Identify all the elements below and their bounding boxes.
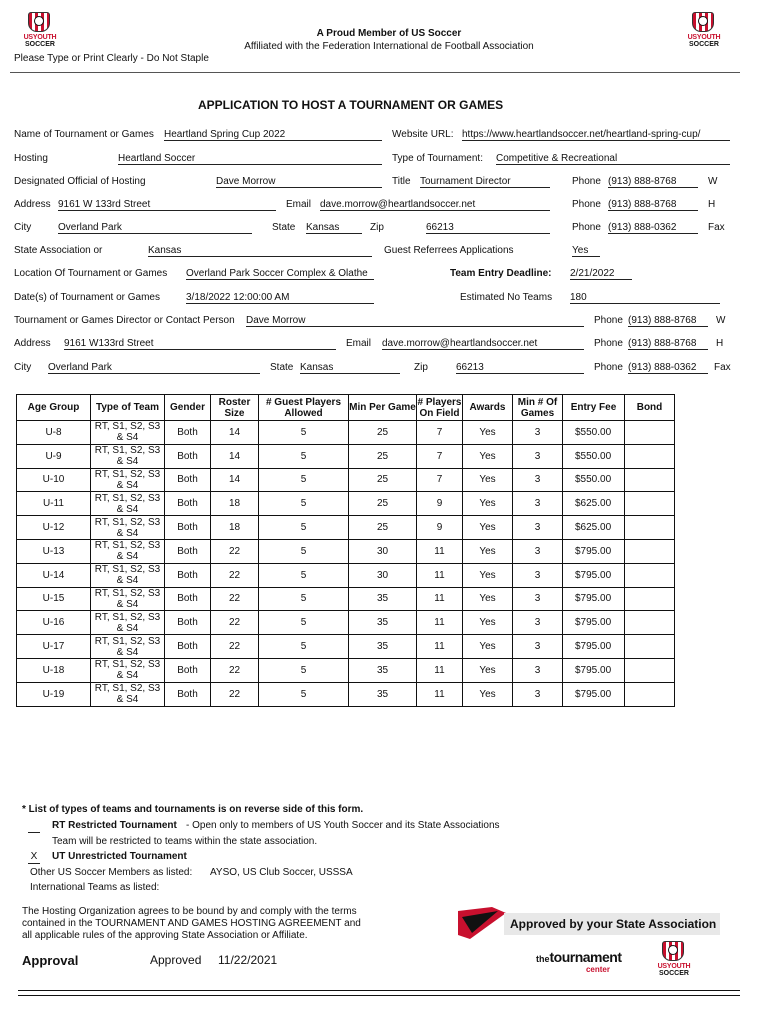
table-cell[interactable]: 3 <box>513 539 563 563</box>
estimated-teams-label: Estimated No Teams <box>460 292 553 303</box>
table-cell[interactable]: Both <box>165 611 211 635</box>
table-cell[interactable]: 25 <box>349 516 417 540</box>
approval-label: Approval <box>22 953 79 968</box>
location-label: Location Of Tournament or Games <box>14 268 168 279</box>
guest-referees-label: Guest Referrees Applications <box>384 245 514 256</box>
table-cell[interactable]: RT, S1, S2, S3 & S4 <box>91 492 165 516</box>
table-header-cell: Awards <box>463 395 513 421</box>
tournament-type-field[interactable]: Competitive & Recreational <box>496 153 730 165</box>
tc-word-the: the <box>536 954 550 964</box>
d-phone-w-field[interactable]: (913) 888-8768 <box>628 315 708 327</box>
d-phone-label-w: Phone <box>594 315 623 326</box>
dates-label: Date(s) of Tournament or Games <box>14 292 160 303</box>
table-cell[interactable]: Yes <box>463 658 513 682</box>
director-label: Tournament or Games Director or Contact Person <box>14 315 235 326</box>
list-note: * List of types of teams and tournaments is on reverse side of this form. <box>22 804 364 815</box>
state-association-field[interactable]: Kansas <box>148 245 372 257</box>
table-cell[interactable]: RT, S1, S2, S3 & S4 <box>91 539 165 563</box>
phone-h-type: H <box>708 199 716 210</box>
table-cell[interactable] <box>625 682 675 706</box>
tournament-name-label: Name of Tournament or Games <box>14 129 154 140</box>
d-state-label: State <box>270 362 294 373</box>
table-cell[interactable]: U-8 <box>17 421 91 445</box>
approval-status: Approved <box>150 953 202 967</box>
table-cell[interactable]: $795.00 <box>563 611 625 635</box>
table-cell[interactable]: 11 <box>417 539 463 563</box>
d-phone-fax-field[interactable]: (913) 888-0362 <box>628 362 708 374</box>
table-cell[interactable]: RT, S1, S2, S3 & S4 <box>91 682 165 706</box>
table-cell[interactable]: Both <box>165 563 211 587</box>
table-cell[interactable]: U-12 <box>17 516 91 540</box>
d-zip-field[interactable]: 66213 <box>456 362 584 374</box>
state-association-badge <box>458 905 720 985</box>
phone-label-h: Phone <box>572 199 601 210</box>
table-cell[interactable]: 3 <box>513 563 563 587</box>
table-cell[interactable]: 7 <box>417 468 463 492</box>
table-cell[interactable]: 11 <box>417 682 463 706</box>
table-cell[interactable]: RT, S1, S2, S3 & S4 <box>91 563 165 587</box>
table-cell[interactable]: 11 <box>417 563 463 587</box>
table-cell[interactable]: 3 <box>513 444 563 468</box>
table-row <box>17 421 675 445</box>
phone-h-field[interactable]: (913) 888-8768 <box>608 199 698 211</box>
email-field[interactable]: dave.morrow@heartlandsoccer.net <box>320 199 550 211</box>
table-cell[interactable]: 5 <box>259 516 349 540</box>
table-cell[interactable] <box>625 492 675 516</box>
title-field[interactable]: Tournament Director <box>420 176 550 188</box>
zip-field[interactable]: 66213 <box>426 222 550 234</box>
tournament-center-logo <box>536 949 626 979</box>
table-header-cell: Roster Size <box>211 395 259 421</box>
table-cell[interactable]: 7 <box>417 444 463 468</box>
table-cell[interactable]: RT, S1, S2, S3 & S4 <box>91 635 165 659</box>
table-cell[interactable]: Yes <box>463 468 513 492</box>
table-cell[interactable] <box>625 563 675 587</box>
table-cell[interactable]: RT, S1, S2, S3 & S4 <box>91 421 165 445</box>
table-cell[interactable]: 7 <box>417 421 463 445</box>
table-header-cell: Age Group <box>17 395 91 421</box>
table-header-cell: # Players On Field <box>417 396 462 419</box>
table-row <box>17 516 675 540</box>
table-cell[interactable] <box>625 468 675 492</box>
address-label: Address <box>14 199 51 210</box>
approval-date: 11/22/2021 <box>218 953 278 967</box>
d-phone-w-type: W <box>716 315 726 326</box>
email-label: Email <box>286 199 312 210</box>
table-cell[interactable]: 11 <box>417 635 463 659</box>
table-cell[interactable]: 5 <box>259 635 349 659</box>
table-cell[interactable]: 35 <box>349 611 417 635</box>
rt-checkbox[interactable] <box>28 820 40 833</box>
official-field[interactable]: Dave Morrow <box>216 176 382 188</box>
table-cell[interactable]: 3 <box>513 658 563 682</box>
table-cell[interactable]: 25 <box>349 468 417 492</box>
table-cell[interactable]: 3 <box>513 516 563 540</box>
table-cell[interactable]: $795.00 <box>563 635 625 659</box>
table-header-cell: Min # Of Games <box>513 395 563 421</box>
table-row <box>17 682 675 706</box>
table-cell[interactable]: 5 <box>259 611 349 635</box>
table-cell[interactable]: Both <box>165 444 211 468</box>
table-cell[interactable]: 11 <box>417 611 463 635</box>
table-cell[interactable]: Both <box>165 421 211 445</box>
table-row <box>17 587 675 611</box>
us-youth-soccer-logo-left: USYOUTH SOCCER <box>18 12 62 52</box>
table-cell[interactable]: U-10 <box>17 468 91 492</box>
entry-deadline-field[interactable]: 2/21/2022 <box>570 268 632 280</box>
d-phone-h-field[interactable]: (913) 888-8768 <box>628 338 708 350</box>
table-cell[interactable]: 22 <box>211 563 259 587</box>
ut-label: UT Unrestricted Tournament <box>52 851 187 862</box>
table-cell[interactable]: U-14 <box>17 563 91 587</box>
table-cell[interactable]: 18 <box>211 492 259 516</box>
header-member-line: A Proud Member of US Soccer <box>316 28 462 39</box>
table-cell[interactable]: RT, S1, S2, S3 & S4 <box>91 611 165 635</box>
badge-text: Approved by your State Association <box>510 917 717 931</box>
d-city-label: City <box>14 362 32 373</box>
table-cell[interactable]: 3 <box>513 421 563 445</box>
phone-label-fax: Phone <box>572 222 601 233</box>
table-cell[interactable] <box>625 658 675 682</box>
table-cell[interactable]: U-13 <box>17 539 91 563</box>
d-email-label: Email <box>346 338 372 349</box>
table-cell[interactable]: $795.00 <box>563 682 625 706</box>
table-header-cell: Type of Team <box>91 395 165 421</box>
director-field[interactable]: Dave Morrow <box>246 315 584 327</box>
table-cell[interactable]: Both <box>165 516 211 540</box>
table-header-row <box>17 395 675 421</box>
rt-description-2: Team will be restricted to teams within the state association. <box>52 836 318 847</box>
table-cell[interactable]: Yes <box>463 587 513 611</box>
table-cell[interactable]: U-9 <box>17 444 91 468</box>
table-header-cell: Min Per Game <box>349 395 417 421</box>
table-cell[interactable]: Yes <box>463 516 513 540</box>
table-row <box>17 563 675 587</box>
table-cell[interactable] <box>625 635 675 659</box>
table-cell[interactable]: 5 <box>259 492 349 516</box>
city-field[interactable]: Overland Park <box>58 222 252 234</box>
footer-divider-2 <box>18 995 740 996</box>
d-phone-label-h: Phone <box>594 338 623 349</box>
hosting-field[interactable]: Heartland Soccer <box>118 153 382 165</box>
us-youth-soccer-logo-right: USYOUTH SOCCER <box>682 12 726 52</box>
phone-label-w: Phone <box>572 176 601 187</box>
table-cell[interactable]: $625.00 <box>563 516 625 540</box>
table-cell[interactable]: $795.00 <box>563 539 625 563</box>
table-cell[interactable]: 30 <box>349 563 417 587</box>
table-cell[interactable]: 14 <box>211 468 259 492</box>
table-cell[interactable]: 5 <box>259 682 349 706</box>
table-cell[interactable] <box>625 587 675 611</box>
table-cell[interactable]: Yes <box>463 492 513 516</box>
phone-w-type: W <box>708 176 718 187</box>
table-cell[interactable]: Yes <box>463 635 513 659</box>
table-cell[interactable]: Both <box>165 658 211 682</box>
table-row <box>17 492 675 516</box>
ut-checkbox[interactable]: X <box>28 851 40 864</box>
table-cell[interactable]: Yes <box>463 611 513 635</box>
table-cell[interactable]: $795.00 <box>563 658 625 682</box>
table-cell[interactable]: 5 <box>259 421 349 445</box>
table-row <box>17 539 675 563</box>
table-cell[interactable] <box>625 516 675 540</box>
state-association-label: State Association or <box>14 245 103 256</box>
agreement-line-3: all applicable rules of the approving State Association or Affiliate. <box>22 930 308 941</box>
table-cell[interactable]: 9 <box>417 516 463 540</box>
table-cell[interactable]: Both <box>165 468 211 492</box>
header-affiliation-line: Affiliated with the Federation International de Football Association <box>244 41 534 52</box>
website-url-field[interactable]: https://www.heartlandsoccer.net/heartland-spring-cup/ <box>462 129 730 141</box>
table-cell[interactable]: $550.00 <box>563 421 625 445</box>
zip-label: Zip <box>370 222 384 233</box>
d-address-field[interactable]: 9161 W133rd Street <box>64 338 336 350</box>
table-cell[interactable]: 22 <box>211 539 259 563</box>
d-city-field[interactable]: Overland Park <box>48 362 260 374</box>
location-field[interactable]: Overland Park Soccer Complex & Olathe <box>186 268 374 280</box>
us-youth-soccer-badge-logo: USYOUTH SOCCER <box>652 941 696 981</box>
table-cell[interactable] <box>625 421 675 445</box>
table-cell[interactable]: 35 <box>349 682 417 706</box>
rt-label: RT Restricted Tournament <box>52 820 177 831</box>
hosting-label: Hosting <box>14 153 48 164</box>
table-cell[interactable]: Both <box>165 682 211 706</box>
table-cell[interactable]: $795.00 <box>563 587 625 611</box>
table-cell[interactable]: Both <box>165 492 211 516</box>
state-field[interactable]: Kansas <box>306 222 362 234</box>
table-header-cell: Gender <box>165 395 211 421</box>
state-label: State <box>272 222 296 233</box>
city-label: City <box>14 222 32 233</box>
table-cell[interactable]: RT, S1, S2, S3 & S4 <box>91 468 165 492</box>
tournament-type-label: Type of Tournament: <box>392 153 483 164</box>
table-row <box>17 635 675 659</box>
table-row <box>17 611 675 635</box>
table-row <box>17 468 675 492</box>
table-cell[interactable]: 3 <box>513 611 563 635</box>
table-cell[interactable]: RT, S1, S2, S3 & S4 <box>91 587 165 611</box>
table-cell[interactable]: U-17 <box>17 635 91 659</box>
tournament-name-field[interactable]: Heartland Spring Cup 2022 <box>164 129 382 141</box>
table-cell[interactable]: 5 <box>259 444 349 468</box>
table-cell[interactable]: 22 <box>211 587 259 611</box>
form-title: APPLICATION TO HOST A TOURNAMENT OR GAMES <box>198 98 504 112</box>
international-label: International Teams as listed: <box>30 882 160 893</box>
phone-fax-field[interactable]: (913) 888-0362 <box>608 222 698 234</box>
table-cell[interactable]: 5 <box>259 658 349 682</box>
table-cell[interactable]: $625.00 <box>563 492 625 516</box>
table-cell[interactable]: U-18 <box>17 658 91 682</box>
table-cell[interactable]: 22 <box>211 682 259 706</box>
table-cell[interactable]: 11 <box>417 658 463 682</box>
d-state-field[interactable]: Kansas <box>300 362 400 374</box>
age-group-table <box>16 394 675 707</box>
table-cell[interactable]: Both <box>165 587 211 611</box>
table-header-cell: Bond <box>625 395 675 421</box>
table-cell[interactable]: $795.00 <box>563 563 625 587</box>
table-cell[interactable]: 3 <box>513 682 563 706</box>
table-cell[interactable]: 3 <box>513 587 563 611</box>
address-field[interactable]: 9161 W 133rd Street <box>58 199 276 211</box>
table-cell[interactable] <box>625 444 675 468</box>
table-cell[interactable]: 25 <box>349 421 417 445</box>
table-cell[interactable]: Yes <box>463 444 513 468</box>
table-cell[interactable]: 35 <box>349 587 417 611</box>
table-cell[interactable]: 3 <box>513 635 563 659</box>
table-cell[interactable]: RT, S1, S2, S3 & S4 <box>91 658 165 682</box>
table-cell[interactable]: 35 <box>349 658 417 682</box>
table-cell[interactable]: 25 <box>349 444 417 468</box>
table-cell[interactable]: Both <box>165 539 211 563</box>
table-cell[interactable]: Yes <box>463 563 513 587</box>
phone-w-field[interactable]: (913) 888-8768 <box>608 176 698 188</box>
table-cell[interactable]: 22 <box>211 611 259 635</box>
table-header-cell: # Guest Players Allowed <box>259 395 349 421</box>
estimated-teams-field[interactable]: 180 <box>570 292 720 304</box>
phone-fax-type: Fax <box>708 222 725 233</box>
table-cell[interactable]: 11 <box>417 587 463 611</box>
table-cell[interactable]: 35 <box>349 635 417 659</box>
table-cell[interactable]: U-15 <box>17 587 91 611</box>
table-cell[interactable]: 22 <box>211 635 259 659</box>
table-cell[interactable]: U-11 <box>17 492 91 516</box>
table-cell[interactable]: U-16 <box>17 611 91 635</box>
d-phone-fax-type: Fax <box>714 362 731 373</box>
entry-deadline-label: Team Entry Deadline: <box>450 268 552 279</box>
table-cell[interactable]: Both <box>165 635 211 659</box>
dates-field[interactable]: 3/18/2022 12:00:00 AM <box>186 292 374 304</box>
table-cell[interactable]: 30 <box>349 539 417 563</box>
table-cell[interactable]: RT, S1, S2, S3 & S4 <box>91 444 165 468</box>
footer-divider-1 <box>18 990 740 991</box>
official-label: Designated Official of Hosting <box>14 176 146 187</box>
table-cell[interactable]: U-19 <box>17 682 91 706</box>
table-row <box>17 444 675 468</box>
table-cell[interactable]: 3 <box>513 468 563 492</box>
table-cell[interactable]: $550.00 <box>563 468 625 492</box>
tc-word-center: center <box>585 965 610 974</box>
rt-description: - Open only to members of US Youth Soccer and its State Associations <box>186 820 500 831</box>
website-url-label: Website URL: <box>392 129 454 140</box>
other-members-label: Other US Soccer Members as listed: <box>30 867 193 878</box>
tc-word-tournament: tournament <box>549 949 622 965</box>
table-cell[interactable]: RT, S1, S2, S3 & S4 <box>91 516 165 540</box>
table-cell[interactable]: 5 <box>259 468 349 492</box>
table-cell[interactable] <box>625 539 675 563</box>
title-label: Title <box>392 176 411 187</box>
table-cell[interactable]: Yes <box>463 421 513 445</box>
d-email-field[interactable]: dave.morrow@heartlandsoccer.net <box>382 338 584 350</box>
d-address-label: Address <box>14 338 51 349</box>
table-cell[interactable]: 5 <box>259 563 349 587</box>
table-cell[interactable]: 5 <box>259 539 349 563</box>
header-divider <box>10 72 740 73</box>
other-members-value[interactable]: AYSO, US Club Soccer, USSSA <box>210 867 353 878</box>
guest-referees-field[interactable]: Yes <box>572 245 600 257</box>
table-cell[interactable]: Yes <box>463 682 513 706</box>
table-cell[interactable]: 5 <box>259 587 349 611</box>
table-cell[interactable]: 14 <box>211 444 259 468</box>
d-zip-label: Zip <box>414 362 428 373</box>
table-cell[interactable]: 18 <box>211 516 259 540</box>
table-cell[interactable]: 3 <box>513 492 563 516</box>
table-cell[interactable]: 25 <box>349 492 417 516</box>
table-header-cell: Entry Fee <box>563 395 625 421</box>
agreement-line-1: The Hosting Organization agrees to be bound by and comply with the terms <box>22 906 357 917</box>
table-cell[interactable]: 22 <box>211 658 259 682</box>
table-cell[interactable] <box>625 611 675 635</box>
d-phone-h-type: H <box>716 338 724 349</box>
table-cell[interactable]: Yes <box>463 539 513 563</box>
agreement-line-2: contained in the TOURNAMENT AND GAMES HOSTING AGREEMENT and <box>22 918 361 929</box>
table-cell[interactable]: $550.00 <box>563 444 625 468</box>
table-row <box>17 658 675 682</box>
table-cell[interactable]: 9 <box>417 492 463 516</box>
d-phone-label-fax: Phone <box>594 362 623 373</box>
table-cell[interactable]: 14 <box>211 421 259 445</box>
instruction-text: Please Type or Print Clearly - Do Not Staple <box>14 53 209 64</box>
